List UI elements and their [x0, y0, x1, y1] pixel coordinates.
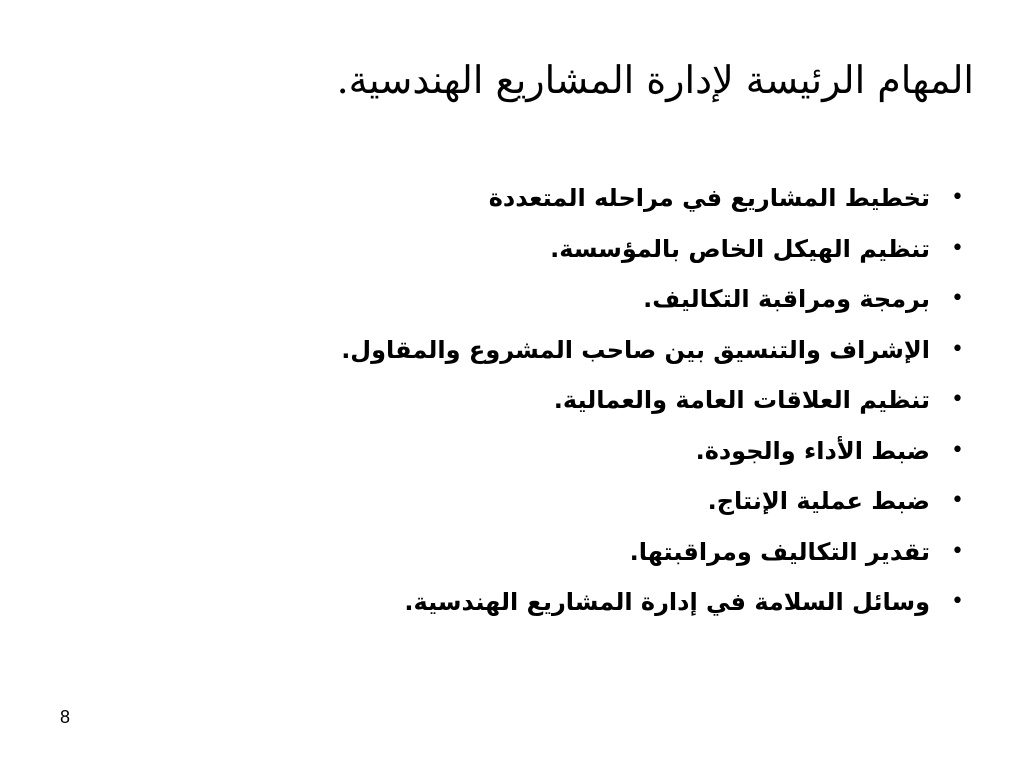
bullet-dot-icon: • [951, 235, 964, 261]
bullet-dot-icon: • [951, 336, 964, 362]
bullet-item [146, 575, 966, 630]
bullet-item [146, 222, 966, 277]
slide-title: المهام الرئيسة لإدارة المشاريع الهندسية. [336, 58, 974, 102]
bullet-text: ضبط عملية الإنتاج. [707, 487, 930, 515]
bullet-item [146, 323, 966, 378]
bullet-item [146, 474, 966, 529]
bullet-text: ضبط الأداء والجودة. [695, 436, 930, 465]
bullet-item [146, 373, 966, 428]
bullet-text: تنظيم الهيكل الخاص بالمؤسسة. [550, 234, 930, 263]
bullet-text: الإشراف والتنسيق بين صاحب المشروع والمقاول. [341, 335, 930, 364]
bullet-text: تنظيم العلاقات العامة والعمالية. [553, 386, 930, 414]
bullet-dot-icon: • [951, 185, 964, 210]
bullet-dot-icon: • [951, 286, 964, 311]
bullet-item [146, 525, 966, 580]
bullet-dot-icon: • [951, 488, 964, 513]
bullet-item [146, 171, 966, 226]
bullet-text: برمجة ومراقبة التكاليف. [643, 285, 930, 313]
bullet-text: وسائل السلامة في إدارة المشاريع الهندسية. [404, 588, 930, 616]
bullet-item [146, 424, 966, 479]
bullet-dot-icon: • [951, 387, 964, 412]
bullet-text: تقدير التكاليف ومراقبتها. [629, 537, 930, 566]
bullet-list [146, 183, 966, 630]
bullet-text: تخطيط المشاريع في مراحله المتعددة [488, 184, 930, 212]
page-number: 8 [60, 707, 71, 727]
bullet-dot-icon: • [951, 538, 964, 564]
bullet-item [146, 272, 966, 327]
bullet-dot-icon: • [951, 589, 964, 614]
bullet-dot-icon: • [951, 437, 964, 463]
